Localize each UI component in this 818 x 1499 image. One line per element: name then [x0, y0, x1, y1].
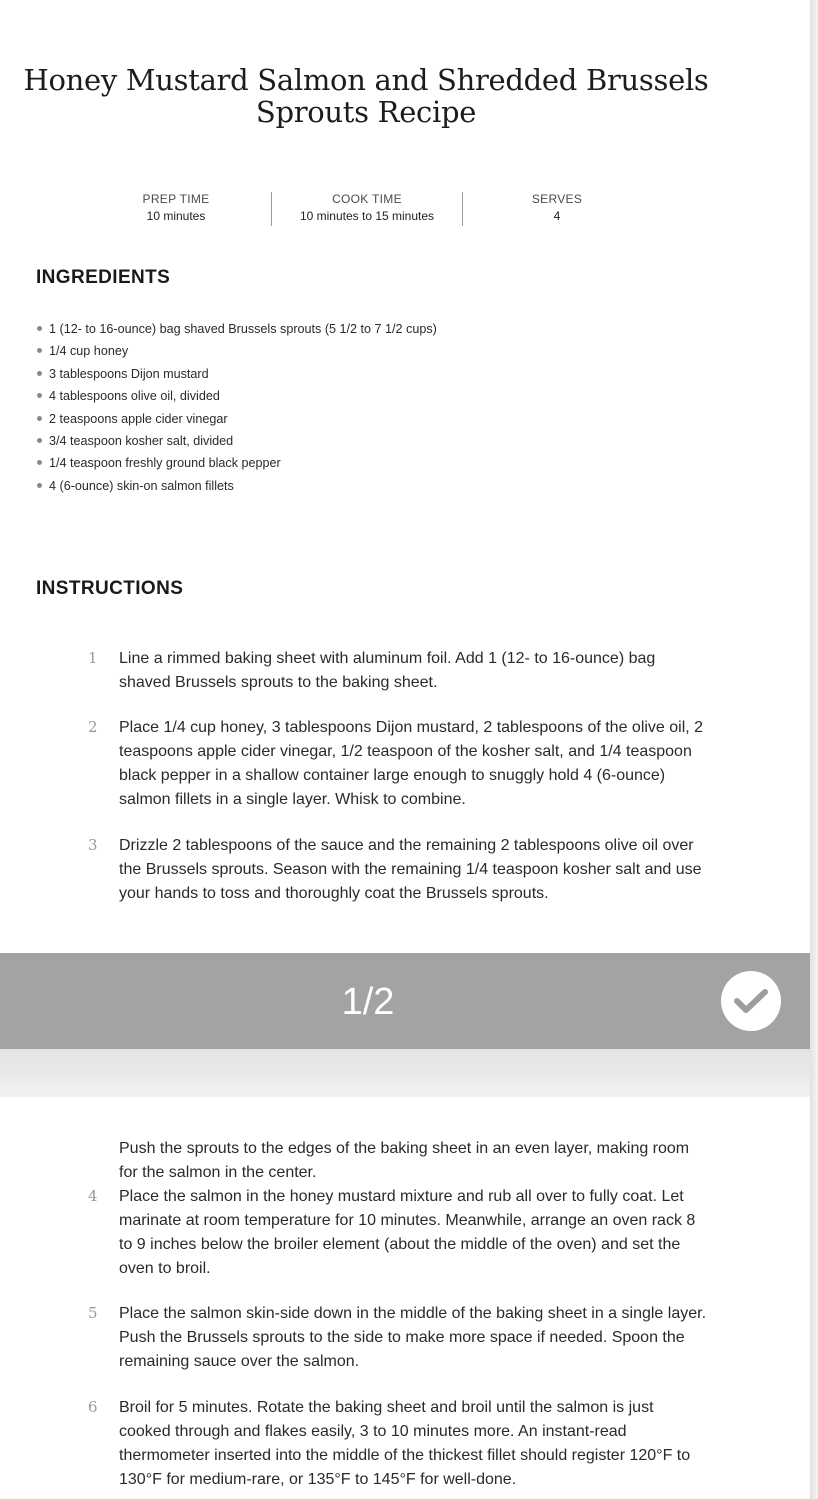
instruction-step [88, 1185, 708, 1281]
cook-time-value: 10 minutes to 15 minutes [299, 209, 435, 223]
ingredients-list [36, 318, 437, 497]
ingredient-item: 3 tablespoons Dijon mustard [36, 363, 437, 385]
step-number: 4 [88, 1187, 98, 1205]
step-number: 1 [88, 649, 98, 667]
cook-time [272, 190, 462, 230]
ingredient-item: 1/4 cup honey [36, 340, 437, 362]
recipe-title: Honey Mustard Salmon and Shredded Brussels Sprouts Recipe [23, 63, 709, 129]
instruction-step [88, 1302, 708, 1374]
ingredient-item: 4 (6-ounce) skin-on salmon fillets [36, 475, 437, 497]
step-text-continued: Push the sprouts to the edges of the baking sheet in an even layer, making room for the salmon in the center. [119, 1140, 690, 1181]
prep-time-value: 10 minutes [146, 209, 206, 223]
step-number: 5 [88, 1304, 98, 1322]
serves-label: SERVES [531, 192, 583, 206]
step-text: Broil for 5 minutes. Rotate the baking sheet and broil until the salmon is just cooked through and flakes easily, 3 to 10 minutes more. An instant-read thermometer inserted into the middle of the thickest fillet should register 120°F to 130°F for medium-rare, or 135°F to 145°F for well-done. [119, 1399, 691, 1488]
step-number: 6 [88, 1398, 98, 1416]
ingredient-item: 3/4 teaspoon kosher salt, divided [36, 430, 437, 452]
ingredients-heading: INGREDIENTS [36, 267, 171, 288]
instruction-step [88, 834, 708, 906]
prep-time-label: PREP TIME [142, 192, 210, 206]
ingredient-item: 4 tablespoons olive oil, divided [36, 385, 437, 407]
page-gap [0, 1049, 810, 1097]
serves [463, 190, 651, 230]
check-icon [734, 988, 768, 1014]
step-number: 3 [88, 836, 98, 854]
step-text: Place the salmon in the honey mustard mixture and rub all over to fully coat. Let marinate at room temperature for 10 minutes. Meanwhile, arrange an oven rack 8 to 9 inches below the broiler element (about the middle of the oven) and set the oven to broil. [119, 1188, 696, 1277]
instructions-heading: INSTRUCTIONS [36, 578, 184, 599]
step-text: Place the salmon skin-side down in the middle of the baking sheet in a single layer. Push the Brussels sprouts to the side to make more space if needed. Spoon the remaining sauce over the salmon. [119, 1305, 707, 1370]
ingredient-item: 1/4 teaspoon freshly ground black pepper [36, 452, 437, 474]
step-text: Drizzle 2 tablespoons of the sauce and the remaining 2 tablespoons olive oil over the Brussels sprouts. Season with the remaining 1/4 teaspoon kosher salt and use your hands to toss and thoroughly coat the Brussels sprouts. [119, 837, 702, 902]
step-number: 2 [88, 718, 98, 736]
serves-value: 4 [553, 209, 561, 223]
ingredient-item: 2 teaspoons apple cider vinegar [36, 408, 437, 430]
cook-time-label: COOK TIME [332, 192, 402, 206]
instruction-step [88, 716, 708, 812]
page-edge-shadow [810, 0, 818, 1499]
instruction-step [88, 647, 708, 695]
prep-time [96, 190, 256, 230]
instruction-step [88, 1396, 708, 1492]
ingredient-item: 1 (12- to 16-ounce) bag shaved Brussels sprouts (5 1/2 to 7 1/2 cups) [36, 318, 437, 340]
done-button[interactable] [721, 971, 781, 1031]
page-indicator-bar [0, 953, 810, 1049]
step-text: Place 1/4 cup honey, 3 tablespoons Dijon mustard, 2 tablespoons of the olive oil, 2 teaspoons apple cider vinegar, 1/2 teaspoon of the kosher salt, and 1/4 teaspoon black pepper in a shallow container large enough to snuggly hold 4 (6-ounce) salmon fillets in a single layer. Whisk to combine. [119, 719, 704, 808]
step-text: Line a rimmed baking sheet with aluminum foil. Add 1 (12- to 16-ounce) bag shaved Brussels sprouts to the baking sheet. [119, 650, 656, 691]
page-indicator: 1/2 [341, 981, 395, 1023]
